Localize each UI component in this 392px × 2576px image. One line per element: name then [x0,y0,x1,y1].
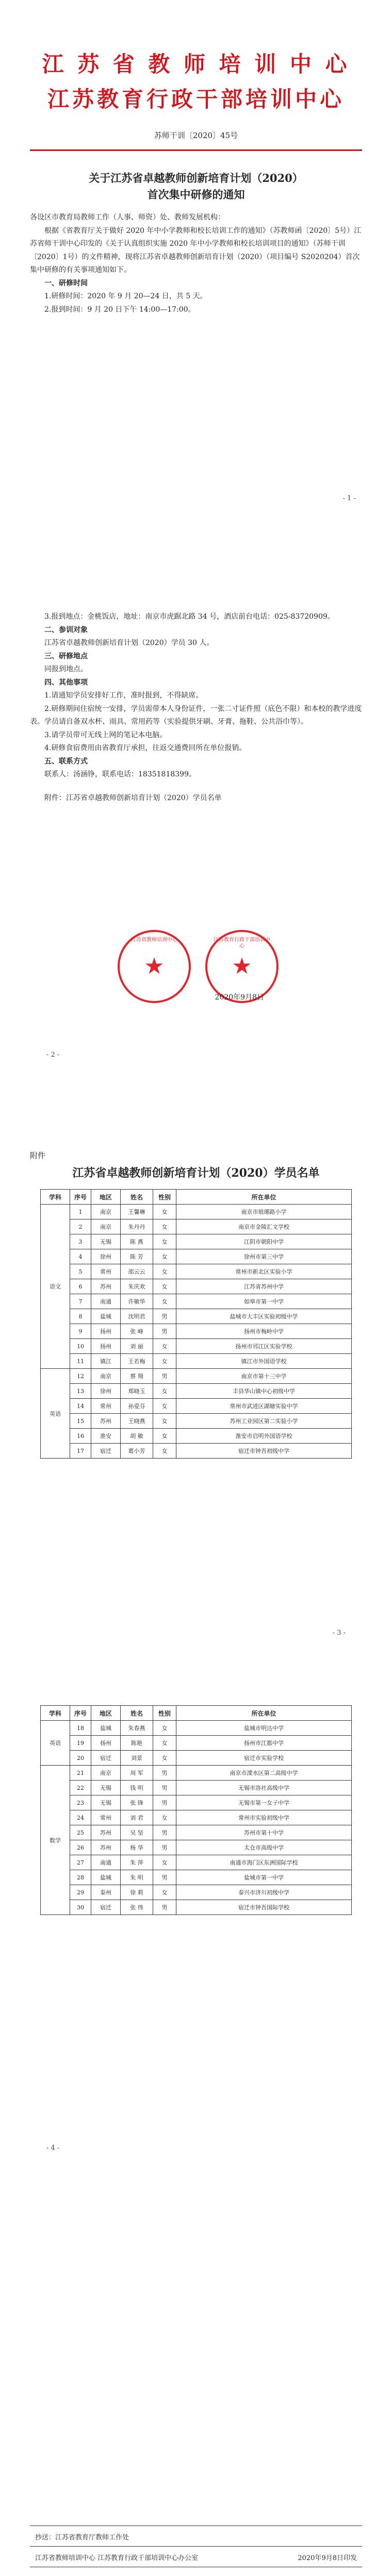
table-row [41,1399,352,1414]
signature-date [30,992,362,1002]
region-cell: 宿迁 [91,1900,121,1915]
school-cell: 常州市新北区实验小学 [176,1264,352,1279]
section-4-title: 四、其他事项 [44,678,88,687]
region-cell: 淮安 [91,1429,121,1444]
name-cell: 朱庆欢 [121,1279,153,1294]
page-1 [0,0,392,559]
gender-cell: 女 [153,1855,176,1870]
table-row [41,1354,352,1369]
page-4 [0,1659,392,2206]
gender-cell: 男 [153,1900,176,1915]
seq-cell: 14 [70,1399,91,1414]
gender-cell: 女 [153,1234,176,1249]
gender-cell: 女 [153,1264,176,1279]
table-row [41,1855,352,1870]
school-cell: 盐城市大丰区实验初级中学 [176,1309,352,1324]
salutation: 各设区市教育局教师工作（人事、师资）处、教师发展机构： [30,213,225,222]
seq-cell: 28 [70,1870,91,1885]
name-cell: 陈 燕 [121,1234,153,1249]
name-cell: 徐 莉 [121,1885,153,1900]
region-cell: 苏州 [91,1279,121,1294]
name-cell: 胡 敏 [121,1429,153,1444]
seq-cell: 16 [70,1429,91,1444]
region-cell: 南京 [91,1219,121,1234]
region-cell: 南通 [91,1855,121,1870]
section-4-item: 2.研修期间住宿统一安排，学员需带本人身份证件，一张二寸证件照（底色不限）和本校的教学进度表。学员请自备双水杯、雨具、常用药等（实验提供牙刷、牙膏、拖鞋、公共浴巾等）。 [30,704,362,726]
section-4-item: 1.请通知学员安排好工作，准时报到，不得缺席。 [44,691,203,700]
gender-cell: 男 [153,1870,176,1885]
region-cell: 徐州 [91,1384,121,1399]
student-list-table-2 [40,1705,352,1915]
school-cell: 扬州市邗江区实验学校 [176,1339,352,1354]
seq-cell: 13 [70,1384,91,1399]
school-cell: 苏州工业园区第二实验小学 [176,1414,352,1429]
table-row [41,1279,352,1294]
gender-cell: 女 [153,1429,176,1444]
gender-cell: 男 [153,1781,176,1795]
seq-cell: 27 [70,1855,91,1870]
gender-cell: 女 [153,1444,176,1459]
seq-cell: 29 [70,1885,91,1900]
region-cell: 南京 [91,1205,121,1219]
red-header-line-1: 江 苏 省 教 师 培 训 中 心 [42,52,350,77]
table-row [41,1249,352,1264]
name-cell: 邵云云 [121,1264,153,1279]
section-3-title: 三、研修地点 [44,652,88,660]
section-4-item: 4.研修食宿费用由省教育厅承担，往返交通费回所在单位报销。 [44,744,247,752]
gender-cell: 男 [153,1324,176,1339]
seq-cell: 2 [70,1219,91,1234]
name-cell: 钱 明 [121,1781,153,1795]
seq-cell: 20 [70,1751,91,1766]
region-cell: 南京 [91,1369,121,1384]
region-cell: 常州 [91,1264,121,1279]
region-cell: 泰州 [91,1885,121,1900]
school-cell: 无锡市洛社高级中学 [176,1781,352,1795]
column-header: 地区 [91,1190,121,1205]
attachment-line: 附件：江苏省卓越教师创新培育计划（2020）学员名单 [44,793,222,802]
school-cell: 盐城市明达中学 [176,1721,352,1736]
seal-2-text: 江苏教育行政干部培训中心 [214,937,270,949]
region-cell: 苏州 [91,1414,121,1429]
contact-line: 联系人：汤涵铮，联系电话：18351818399。 [44,770,196,778]
region-cell: 苏州 [91,1825,121,1840]
seq-cell: 25 [70,1825,91,1840]
column-header: 序号 [70,1190,91,1205]
region-cell: 无锡 [91,1234,121,1249]
notice-body-page-1 [30,211,362,316]
page-number: - 2 - [46,1051,60,1059]
table-row [41,1736,352,1751]
notice-title-line-2: 首次集中研修的通知 [147,188,245,201]
seq-cell: 5 [70,1264,91,1279]
section-2-text: 江苏省卓越教师创新培育计划（2020）学员 30 人。 [44,639,214,647]
section-5-title: 五、联系方式 [44,757,88,766]
name-cell: 刘景 [121,1751,153,1766]
subject-cell: 英语 [41,1721,70,1766]
table-row [41,1384,352,1399]
gender-cell: 男 [153,1309,176,1324]
section-4-item: 3.请学员带可无线上网的笔记本电脑。 [44,731,167,739]
section-1-title: 一、研修时间 [44,279,88,287]
school-cell: 苏州市第十中学 [176,1825,352,1840]
gender-cell: 女 [153,1751,176,1766]
school-cell: 泰兴市济川初级中学 [176,1885,352,1900]
subject-cell: 数学 [41,1766,70,1915]
name-cell: 王若梅 [121,1354,153,1369]
attachment-title: 江苏省卓越教师创新培育计划（2020）学员名单 [72,1166,320,1180]
page-5 [0,2206,392,2576]
name-cell: 陈艳 [121,1736,153,1751]
cc-line: 抄送：江苏省教育厅教师工作处 [35,2534,129,2541]
gender-cell: 女 [153,1399,176,1414]
column-header: 所在单位 [176,1190,352,1205]
school-cell: 无锡市第一女子中学 [176,1795,352,1810]
seq-cell: 4 [70,1249,91,1264]
column-header: 性别 [153,1706,176,1721]
table-header-row [41,1190,352,1205]
gender-cell: 女 [153,1810,176,1825]
document-number: 苏师干训〔2020〕45号 [154,131,238,140]
seq-cell: 19 [70,1736,91,1751]
school-cell: 丰县华山镇中心初级中学 [176,1384,352,1399]
column-header: 姓名 [121,1190,153,1205]
red-header-line-2: 江苏教育行政干部培训中心 [47,87,345,112]
school-cell: 常州市武进区湖塘实验中学 [176,1399,352,1414]
school-cell: 如皋市第一中学 [176,1294,352,1309]
gender-cell: 男 [153,1369,176,1384]
school-cell: 南京市第十三中学 [176,1369,352,1384]
table-row [41,1825,352,1840]
table-row [41,1205,352,1219]
seq-cell: 22 [70,1781,91,1795]
page-2 [0,559,392,1113]
table-row [41,1751,352,1766]
region-cell: 宿迁 [91,1444,121,1459]
seq-cell: 6 [70,1279,91,1294]
table-row [41,1309,352,1324]
name-cell: 许敏华 [121,1294,153,1309]
school-cell: 江苏省苏州中学 [176,1279,352,1294]
name-cell: 杨 华 [121,1840,153,1855]
name-cell: 朱丹丹 [121,1219,153,1234]
name-cell: 朱 萍 [121,1855,153,1870]
gender-cell: 女 [153,1721,176,1736]
table-row [41,1429,352,1444]
region-cell: 扬州 [91,1324,121,1339]
table-header-row [41,1706,352,1721]
gender-cell: 女 [153,1249,176,1264]
star-icon: ★ [144,953,165,979]
table-row [41,1219,352,1234]
column-header: 学科 [41,1706,70,1721]
notice-body-page-2 [30,611,362,805]
name-cell: 周 军 [121,1766,153,1781]
section-3-text: 同报到地点。 [44,665,88,673]
school-cell: 镇江市外国语学校 [176,1354,352,1369]
school-cell: 淮安市启明外国语学校 [176,1429,352,1444]
table-row [41,1324,352,1339]
table-row [41,1264,352,1279]
gender-cell: 男 [153,1795,176,1810]
seq-cell: 11 [70,1354,91,1369]
school-cell: 江阴市朝阳中学 [176,1234,352,1249]
school-cell: 南京市金陵汇文学校 [176,1219,352,1234]
issue-date: 2020年9月8日 [215,993,264,1002]
name-cell: 蔡 翔 [121,1369,153,1384]
page-3 [0,1113,392,1659]
school-cell: 宿迁市实验学校 [176,1751,352,1766]
gender-cell: 女 [153,1885,176,1900]
seq-cell: 3 [70,1234,91,1249]
seq-cell: 24 [70,1810,91,1825]
seq-cell: 18 [70,1721,91,1736]
seq-cell: 9 [70,1324,91,1339]
gender-cell: 女 [153,1279,176,1294]
cc-block [30,2526,362,2567]
table-row [41,1885,352,1900]
red-divider [30,149,362,151]
region-cell: 无锡 [91,1781,121,1795]
gender-cell: 女 [153,1384,176,1399]
gender-cell: 女 [153,1736,176,1751]
issuer-line: 江苏省教师培训中心 江苏教育行政干部培训中心办公室 [35,2554,199,2562]
region-cell: 扬州 [91,1339,121,1354]
page-number: - 4 - [46,2144,60,2152]
name-cell: 朱春燕 [121,1721,153,1736]
school-cell: 宿迁市钟吾初级中学 [176,1444,352,1459]
column-header: 姓名 [121,1706,153,1721]
school-cell: 徐州市第三中学 [176,1249,352,1264]
section-1-item: 1.研修时间：2020 年 9 月 20—24 日，共 5 天。 [44,292,207,300]
seq-cell: 30 [70,1900,91,1915]
name-cell: 王晓燕 [121,1414,153,1429]
column-header: 地区 [91,1706,121,1721]
school-cell: 盐城市第一中学 [176,1870,352,1885]
name-cell: 王馨琳 [121,1205,153,1219]
seq-cell: 7 [70,1294,91,1309]
table-row [41,1781,352,1795]
table-row [41,1339,352,1354]
divider-line [30,2546,362,2547]
table-row [41,1414,352,1429]
column-header: 所在单位 [176,1706,352,1721]
table-row [41,1810,352,1825]
region-cell: 常州 [91,1399,121,1414]
gender-cell: 女 [153,1219,176,1234]
table-row [41,1721,352,1736]
table-row [41,1294,352,1309]
name-cell: 陈 芳 [121,1249,153,1264]
name-cell: 沈明君 [121,1309,153,1324]
name-cell: 葛小芳 [121,1444,153,1459]
name-cell: 张 锋 [121,1795,153,1810]
star-icon: ★ [232,953,252,979]
school-cell: 南通市海门区东洲国际学校 [176,1855,352,1870]
school-cell: 宿迁市钟吾国际学校 [176,1900,352,1915]
region-cell: 盐城 [91,1721,121,1736]
school-cell: 南京市琅琊路小学 [176,1205,352,1219]
seq-cell: 21 [70,1766,91,1781]
school-cell: 南京市溧水区第二高级中学 [176,1766,352,1781]
page-number: - 1 - [342,495,356,502]
page-number: - 3 - [332,1629,346,1637]
region-cell: 徐州 [91,1249,121,1264]
table-row [41,1795,352,1810]
school-cell: 扬州市梅岭中学 [176,1324,352,1339]
region-cell: 常州 [91,1810,121,1825]
issue-date-footer: 2020年9月8日印发 [298,2554,357,2562]
name-cell: 刘 丽 [121,1339,153,1354]
seal-1-text: 江苏省教师培训中心 [131,937,177,943]
name-cell: 张 峰 [121,1324,153,1339]
region-cell: 南京 [91,1766,121,1781]
region-cell: 无锡 [91,1795,121,1810]
name-cell: 吴 坚 [121,1825,153,1840]
section-1-item: 2.报到时间：9 月 20 日下午 14:00—17:00。 [44,305,195,314]
table-row [41,1234,352,1249]
region-cell: 扬州 [91,1736,121,1751]
section-2-title: 二、参训对象 [44,625,88,634]
student-list-table-1 [40,1189,352,1459]
seq-cell: 1 [70,1205,91,1219]
table-row [41,1870,352,1885]
attachment-label: 附件 [30,1151,46,1160]
region-cell: 苏州 [91,1840,121,1855]
column-header: 序号 [70,1706,91,1721]
name-cell: 张 伟 [121,1900,153,1915]
notice-title-line-1: 关于江苏省卓越教师创新培育计划（2020） [89,172,303,184]
table-row [41,1766,352,1781]
seq-cell: 12 [70,1369,91,1384]
gender-cell: 男 [153,1766,176,1781]
table-row [41,1840,352,1855]
seq-cell: 26 [70,1840,91,1855]
column-header: 学科 [41,1190,70,1205]
region-cell: 镇江 [91,1354,121,1369]
intro-paragraph: 根据《省教育厅关于做好 2020 年中小学教师和校长培训工作的通知》（苏教师函〔2020〕5号）江苏省师干训中心印发的《关于认真组织实施 2020 年中小学教师和校长培训项目的通知》（苏师干训〔2020〕1号）的文件精神，现将江苏省卓越教师创新培育计划（2020）（项目编号 S2020204）首次集中研修的有关事项通知如下。 [30,226,362,274]
subject-cell: 语文 [41,1205,70,1369]
column-header: 性别 [153,1190,176,1205]
region-cell: 盐城 [91,1309,121,1324]
gender-cell: 女 [153,1205,176,1219]
gender-cell: 女 [153,1294,176,1309]
gender-cell: 女 [153,1414,176,1429]
name-cell: 孙爱芬 [121,1399,153,1414]
school-cell: 太仓市高级中学 [176,1840,352,1855]
gender-cell: 女 [153,1354,176,1369]
seq-cell: 17 [70,1444,91,1459]
name-cell: 刘 君 [121,1810,153,1825]
region-cell: 南通 [91,1294,121,1309]
table-row [41,1900,352,1915]
seq-cell: 23 [70,1795,91,1810]
region-cell: 盐城 [91,1870,121,1885]
school-cell: 扬州市江都中学 [176,1736,352,1751]
venue-line: 3.报到地点：金桃饭店，地址：南京市虎踞北路 34 号，酒店前台电话：025-83720909。 [44,613,335,621]
seq-cell: 15 [70,1414,91,1429]
region-cell: 宿迁 [91,1751,121,1766]
seq-cell: 8 [70,1309,91,1324]
table-row [41,1369,352,1384]
name-cell: 郑晓玉 [121,1384,153,1399]
table-row [41,1444,352,1459]
gender-cell: 女 [153,1339,176,1354]
school-cell: 常州市实验初级中学 [176,1810,352,1825]
subject-cell: 英语 [41,1369,70,1459]
gender-cell: 男 [153,1840,176,1855]
seq-cell: 10 [70,1339,91,1354]
gender-cell: 男 [153,1825,176,1840]
name-cell: 朱 明 [121,1870,153,1885]
